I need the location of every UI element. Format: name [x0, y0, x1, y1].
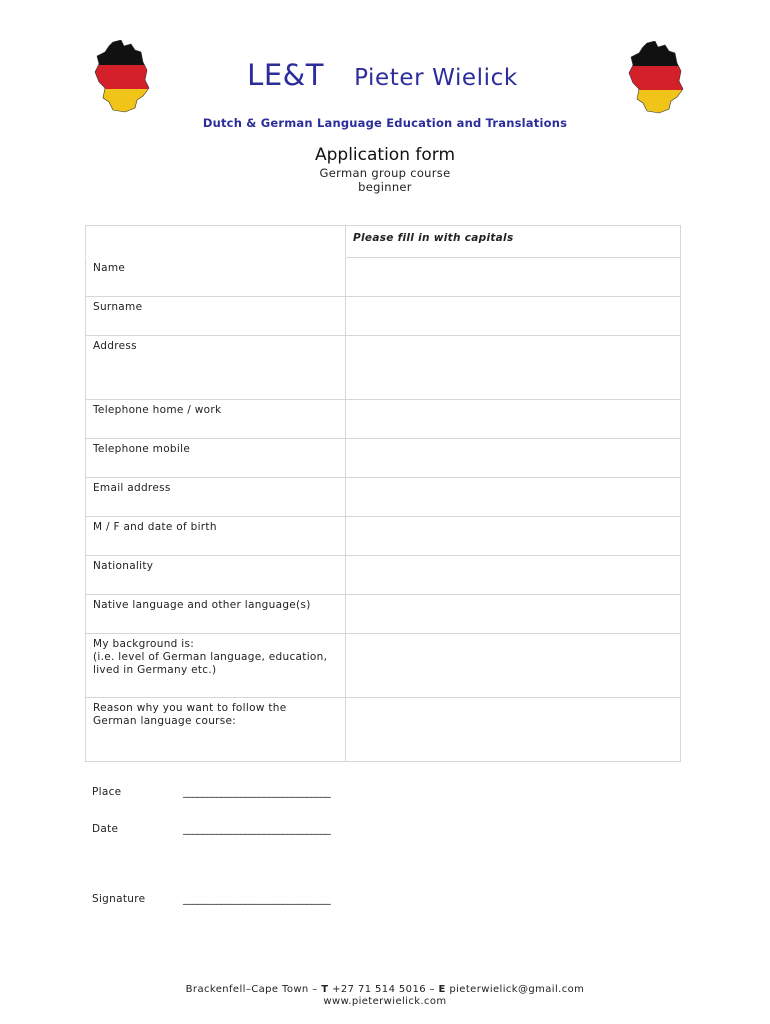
nationality-field[interactable]	[346, 556, 681, 595]
field-label-telephone-home-work: Telephone home / work	[93, 404, 222, 416]
field-label-reason: Reason why you want to follow the German language course:	[93, 702, 287, 727]
email-field[interactable]	[346, 478, 681, 517]
course-level: beginner	[358, 180, 412, 194]
surname-field[interactable]	[346, 297, 681, 336]
name-field[interactable]	[346, 258, 681, 297]
address-field[interactable]	[346, 336, 681, 400]
footer-phone-prefix: T	[321, 984, 329, 995]
field-label	[86, 595, 346, 634]
gender-dob-field[interactable]	[346, 517, 681, 556]
signature-row	[92, 893, 331, 905]
signature-label: Signature	[92, 893, 146, 905]
languages-field[interactable]	[346, 595, 681, 634]
signature-line[interactable]: _______________________________	[183, 893, 331, 905]
owner-name: Pieter Wielick	[354, 65, 518, 91]
field-label	[86, 517, 346, 556]
field-label	[86, 698, 346, 762]
place-row	[92, 786, 331, 798]
field-label	[86, 400, 346, 439]
company-logo-text: LE&T	[247, 58, 324, 92]
footer-email[interactable]: pieterwielick@gmail.com	[449, 984, 585, 995]
date-row	[92, 823, 331, 835]
date-line[interactable]: _______________________________	[183, 823, 331, 835]
field-label	[86, 258, 346, 297]
header-blank-cell	[86, 226, 346, 258]
field-label-background: My background is: (i.e. level of German language, education, lived in Germany etc.)	[93, 638, 328, 676]
fill-instruction: Please fill in with capitals	[346, 226, 681, 258]
footer-website[interactable]: www.pieterwielick.com	[323, 996, 447, 1007]
field-label	[86, 336, 346, 400]
background-field[interactable]	[346, 634, 681, 698]
footer-phone: +27 71 514 5016 –	[332, 984, 435, 995]
field-label-nationality: Nationality	[93, 560, 154, 572]
tagline: Dutch & German Language Education and Translations	[202, 116, 568, 130]
reason-field[interactable]	[346, 698, 681, 762]
field-label	[86, 297, 346, 336]
field-label	[86, 634, 346, 698]
place-line[interactable]: _______________________________	[183, 786, 331, 798]
footer-address: Brackenfell–Cape Town –	[185, 984, 318, 995]
course-name: German group course	[319, 166, 451, 180]
page-title: Application form	[314, 145, 456, 165]
germany-flag-map-icon	[625, 41, 685, 115]
field-label-email: Email address	[93, 482, 171, 494]
field-label	[86, 556, 346, 595]
field-label-languages: Native language and other language(s)	[93, 599, 311, 611]
field-label-address: Address	[93, 340, 137, 352]
place-label: Place	[92, 786, 122, 798]
field-label-telephone-mobile: Telephone mobile	[93, 443, 191, 455]
field-label	[86, 478, 346, 517]
telephone-home-work-field[interactable]	[346, 400, 681, 439]
field-label-name: Name	[93, 262, 126, 274]
footer-contact	[0, 984, 770, 995]
application-form-table	[85, 225, 681, 762]
field-label-surname: Surname	[93, 301, 143, 313]
footer-email-prefix: E	[438, 984, 446, 995]
telephone-mobile-field[interactable]	[346, 439, 681, 478]
field-label	[86, 439, 346, 478]
field-label-gender-dob: M / F and date of birth	[93, 521, 217, 533]
date-label: Date	[92, 823, 119, 835]
